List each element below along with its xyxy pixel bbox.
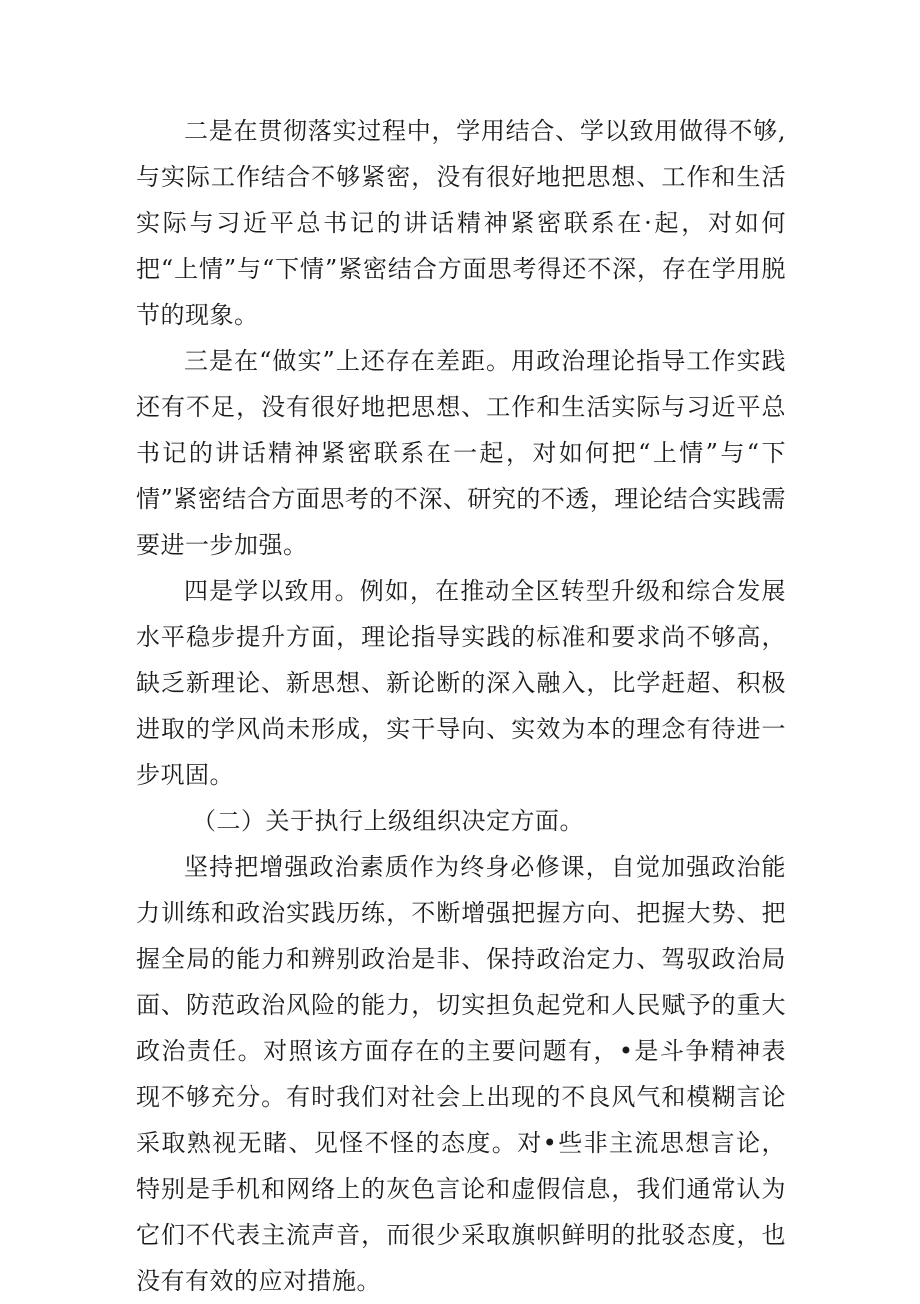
document-body xyxy=(136,108,786,1304)
paragraph-point-three: 三是在“做实”上还存在差距。用政治理论指导工作实践还有不足，没有很好地把思想、工作和生活实际与习近平总书记的讲话精神紧密联系在一起，对如何把“上情”与“下情”紧密结合方面思考的不深、研究的不透，理论结合实践需要进一步加强。 xyxy=(136,347,786,559)
paragraph-section-body: 坚持把增强政治素质作为终身必修课，自觉加强政治能力训练和政治实践历练，不断增强把握方向、把握大势、把握全局的能力和辨别政治是非、保持政治定力、驾驭政治局面、防范政治风险的能力，切实担负起党和人民赋予的重大政治责任。对照该方面存在的主要问题有，•是斗争精神表现不够充分。有时我们对社会上出现的不良风气和模糊言论采取熟视无睹、见怪不怪的态度。对•些非主流思想言论，特别是手机和网络上的灰色言论和虚假信息，我们通常认为它们不代表主流声音，而很少采取旗帜鲜明的批驳态度，也没有有效的应对措施。 xyxy=(136,853,786,1295)
paragraph-point-two: 二是在贯彻落实过程中，学用结合、学以致用做得不够,与实际工作结合不够紧密，没有很好地把思想、工作和生活实际与习近平总书记的讲话精神紧密联系在·起，对如何把“上情”与“下情”紧密结合方面思考得还不深，存在学用脱节的现象。 xyxy=(136,117,786,329)
paragraph-point-four: 四是学以致用。例如，在推动全区转型升级和综合发展水平稳步提升方面，理论指导实践的标准和要求尚不够高，缺乏新理论、新思想、新论断的深入融入，比学赶超、积极进取的学风尚未形成，实干导向、实效为本的理念有待进一步巩固。 xyxy=(136,577,786,789)
section-heading: （二）关于执行上级组织决定方面。 xyxy=(192,807,584,835)
